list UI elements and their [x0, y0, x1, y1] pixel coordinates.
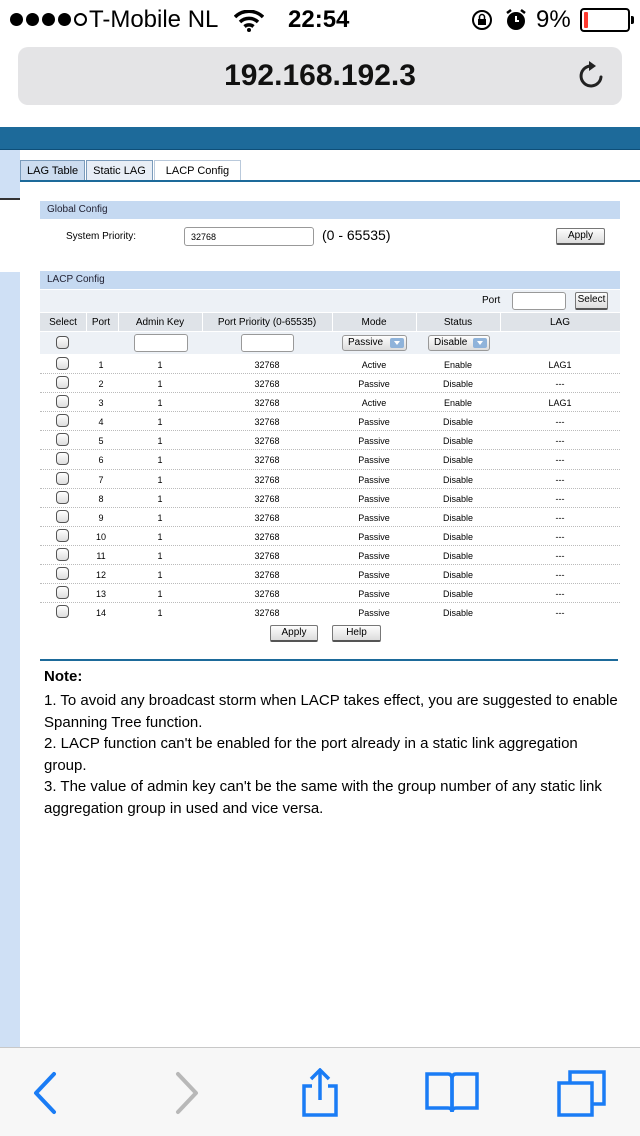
mode-cell: Passive [358, 417, 390, 428]
system-priority-input[interactable]: 32768 [184, 227, 314, 246]
clock: 22:54 [288, 6, 350, 33]
lag-cell: LAG1 [548, 398, 572, 409]
admin-key-cell: 1 [157, 589, 163, 600]
lag-cell: --- [555, 608, 565, 619]
note-body [44, 690, 624, 819]
table-row [40, 546, 620, 565]
table-row [40, 470, 620, 489]
chevron-down-icon [473, 338, 487, 348]
admin-key-filter-input[interactable] [134, 334, 188, 352]
tab-bar [20, 160, 242, 180]
table-row [40, 431, 620, 450]
note-item: 2. LACP function can't be enabled for the port already in a static link aggregation group. [44, 735, 578, 774]
row-select-checkbox[interactable] [56, 472, 69, 485]
signal-dot [58, 13, 71, 26]
battery-level [584, 12, 588, 28]
status-cell: Disable [442, 550, 473, 561]
row-select-checkbox[interactable] [56, 586, 69, 599]
table-header [40, 313, 620, 331]
status-cell: Disable [442, 436, 473, 447]
port-priority-cell: 32768 [254, 398, 280, 409]
port-cell: 13 [95, 589, 106, 600]
tab-underline [20, 180, 640, 182]
tabs-icon[interactable] [554, 1068, 610, 1118]
mode-cell: Passive [358, 512, 390, 523]
wifi-icon [234, 10, 264, 32]
column-header: Select [49, 317, 77, 328]
rotation-lock-icon [470, 8, 494, 32]
status-cell: Disable [442, 474, 473, 485]
table-row [40, 355, 620, 374]
port-cell: 4 [98, 417, 104, 428]
lag-cell: --- [555, 474, 565, 485]
chevron-down-icon [390, 338, 404, 348]
status-cell: Disable [442, 570, 473, 581]
row-select-checkbox[interactable] [56, 605, 69, 618]
row-select-checkbox[interactable] [56, 529, 69, 542]
row-select-checkbox[interactable] [56, 548, 69, 561]
port-label: Port [482, 295, 501, 306]
table-row [40, 374, 620, 393]
mode-cell: Passive [358, 379, 390, 390]
port-priority-cell: 32768 [254, 474, 280, 485]
port-priority-cell: 32768 [254, 589, 280, 600]
admin-key-cell: 1 [157, 360, 163, 370]
port-cell: 14 [95, 608, 106, 619]
select-all-checkbox[interactable] [56, 336, 69, 349]
admin-key-cell: 1 [157, 570, 163, 581]
admin-key-cell: 1 [157, 493, 163, 504]
status-cell: Disable [442, 512, 473, 523]
port-cell: 6 [98, 455, 104, 466]
table-row [40, 412, 620, 431]
status-cell: Disable [442, 417, 473, 428]
row-select-checkbox[interactable] [56, 491, 69, 504]
port-cell: 8 [98, 493, 104, 504]
port-cell: 12 [95, 570, 106, 581]
port-priority-filter-input[interactable] [241, 334, 294, 352]
lag-cell: --- [555, 493, 565, 504]
port-cell: 9 [98, 512, 104, 523]
lag-cell: --- [555, 417, 565, 428]
table-row [40, 527, 620, 546]
note-item: 3. The value of admin key can't be the same with the group number of any static link aggregation group in used and vice versa. [44, 778, 602, 817]
status-cell: Disable [442, 379, 473, 390]
status-cell: Disable [442, 531, 473, 542]
column-header: LAG [549, 317, 570, 328]
mode-cell: Passive [358, 550, 390, 561]
status-filter-select[interactable] [428, 335, 490, 351]
port-priority-cell: 32768 [254, 608, 280, 619]
global-apply-button[interactable]: Apply [556, 228, 605, 245]
mode-cell: Passive [358, 531, 390, 542]
admin-key-cell: 1 [157, 417, 163, 428]
mode-cell: Passive [358, 589, 390, 600]
mode-cell: Active [361, 360, 387, 370]
signal-dot [74, 13, 87, 26]
row-select-checkbox[interactable] [56, 376, 69, 389]
row-select-checkbox[interactable] [56, 395, 69, 408]
global-config-header: Global Config [40, 201, 620, 219]
share-icon[interactable] [292, 1068, 348, 1118]
table-row [40, 584, 620, 603]
lag-cell: --- [555, 512, 565, 523]
status-cell: Enable [443, 360, 473, 370]
back-icon[interactable] [20, 1068, 76, 1118]
port-priority-cell: 32768 [254, 493, 280, 504]
table-row [40, 450, 620, 469]
port-priority-cell: 32768 [254, 360, 280, 370]
status-cell: Enable [443, 398, 473, 409]
tab-lacp-config[interactable]: LACP Config [154, 160, 241, 180]
port-priority-cell: 32768 [254, 417, 280, 428]
admin-key-cell: 1 [157, 398, 163, 409]
port-cell: 1 [98, 360, 104, 370]
admin-key-cell: 1 [157, 455, 163, 466]
lag-cell: --- [555, 455, 565, 466]
port-priority-cell: 32768 [254, 455, 280, 466]
port-priority-cell: 32768 [254, 531, 280, 542]
apply-button[interactable]: Apply [270, 625, 318, 642]
admin-key-cell: 1 [157, 436, 163, 447]
admin-key-cell: 1 [157, 608, 163, 619]
url-text[interactable]: 192.168.192.3 [224, 59, 416, 92]
mode-cell: Passive [358, 436, 390, 447]
carrier-name: T-Mobile NL [89, 6, 219, 33]
port-priority-cell: 32768 [254, 379, 280, 390]
battery-percent: 9% [536, 6, 571, 33]
lag-cell: --- [555, 379, 565, 390]
signal-strength-icon [10, 13, 87, 26]
lag-cell: --- [555, 589, 565, 600]
port-cell: 3 [98, 398, 104, 409]
column-header: Admin Key [135, 317, 185, 328]
lacp-table-body [40, 355, 620, 619]
status-bar [0, 0, 640, 40]
mode-cell: Passive [358, 608, 390, 619]
signal-dot [42, 13, 55, 26]
frame-divider [0, 198, 20, 200]
column-header: Status [443, 317, 473, 328]
port-cell: 7 [98, 474, 104, 485]
row-select-checkbox[interactable] [56, 414, 69, 427]
port-cell: 2 [98, 379, 104, 390]
browser-toolbar [0, 1047, 640, 1136]
status-cell: Disable [442, 455, 473, 466]
column-header: Mode [361, 317, 387, 328]
signal-dot [10, 13, 23, 26]
mode-filter-value: Passive [348, 337, 384, 348]
forward-icon[interactable] [158, 1068, 214, 1118]
row-select-checkbox[interactable] [56, 510, 69, 523]
filter-row [40, 332, 620, 354]
lag-cell: --- [555, 436, 565, 447]
note-divider [40, 659, 618, 661]
admin-key-cell: 1 [157, 531, 163, 542]
row-select-checkbox[interactable] [56, 452, 69, 465]
table-row [40, 508, 620, 527]
tab-lag-table[interactable]: LAG Table [20, 160, 85, 180]
mode-cell: Passive [358, 455, 390, 466]
lag-cell: LAG1 [548, 360, 572, 370]
mode-cell: Passive [358, 474, 390, 485]
row-select-checkbox[interactable] [56, 567, 69, 580]
port-cell: 10 [95, 531, 106, 542]
priority-range-hint: (0 - 65535) [322, 227, 391, 243]
reload-icon[interactable] [575, 59, 609, 93]
status-cell: Disable [442, 608, 473, 619]
table-row [40, 489, 620, 508]
alarm-icon [504, 8, 528, 32]
note-title: Note: [44, 668, 83, 685]
row-select-checkbox[interactable] [56, 433, 69, 446]
status-cell: Disable [442, 589, 473, 600]
bookmarks-icon[interactable] [424, 1068, 480, 1118]
address-bar[interactable] [18, 47, 622, 105]
lacp-config-header: LACP Config [40, 271, 620, 289]
admin-key-cell: 1 [157, 550, 163, 561]
admin-key-cell: 1 [157, 512, 163, 523]
status-cell: Disable [442, 493, 473, 504]
note-item: 1. To avoid any broadcast storm when LACP takes effect, you are suggested to enable Spanning Tree function. [44, 692, 618, 731]
left-frame [0, 150, 20, 1048]
port-cell: 5 [98, 436, 104, 447]
port-priority-cell: 32768 [254, 512, 280, 523]
port-input[interactable] [512, 292, 566, 310]
mode-cell: Passive [358, 493, 390, 504]
port-priority-cell: 32768 [254, 550, 280, 561]
column-header: Port [91, 317, 111, 328]
table-row [40, 393, 620, 412]
tab-static-lag[interactable]: Static LAG [86, 160, 153, 180]
router-header-band [0, 127, 640, 150]
lag-cell: --- [555, 550, 565, 561]
table-row [40, 603, 620, 619]
port-cell: 11 [96, 550, 106, 561]
admin-key-cell: 1 [157, 474, 163, 485]
row-select-checkbox[interactable] [56, 357, 69, 370]
table-row [40, 565, 620, 584]
signal-dot [26, 13, 39, 26]
battery-icon [580, 8, 630, 32]
help-button[interactable]: Help [332, 625, 381, 642]
system-priority-label: System Priority: [66, 231, 137, 242]
lag-cell: --- [555, 570, 565, 581]
column-header: Port Priority (0-65535) [217, 317, 317, 328]
mode-cell: Active [361, 398, 387, 409]
admin-key-cell: 1 [157, 379, 163, 390]
status-filter-value: Disable [434, 337, 468, 348]
port-select-button[interactable]: Select [575, 292, 608, 310]
port-priority-cell: 32768 [254, 570, 280, 581]
mode-filter-select[interactable] [342, 335, 407, 351]
lag-cell: --- [555, 531, 565, 542]
port-priority-cell: 32768 [254, 436, 280, 447]
mode-cell: Passive [358, 570, 390, 581]
